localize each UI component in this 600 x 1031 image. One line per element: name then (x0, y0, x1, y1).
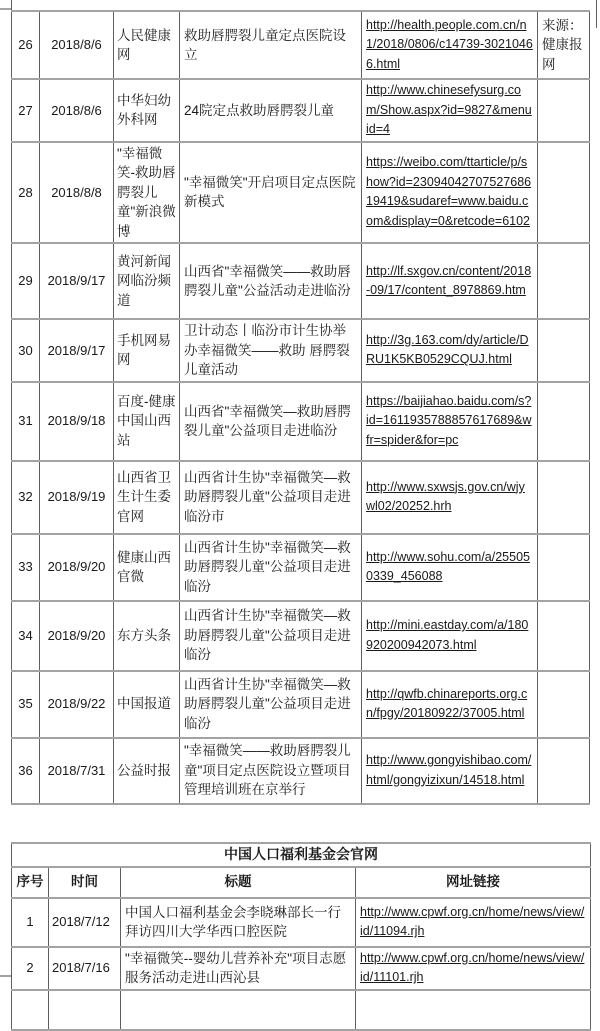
source-note-cell (538, 738, 590, 804)
title-cell: 救助唇腭裂儿童定点医院设立 (180, 11, 362, 79)
media-name-cell: 手机网易网 (114, 319, 180, 382)
table-row (12, 534, 590, 601)
title-cell: 24院定点救助唇腭裂儿童 (180, 79, 362, 142)
row-index-cell: 26 (12, 11, 40, 79)
table-row (12, 461, 590, 534)
media-name-cell: 中国报道 (114, 671, 180, 738)
url-cell (362, 243, 538, 319)
date-cell: 2018/7/31 (40, 738, 114, 804)
media-name-cell: 中华妇幼外科网 (114, 79, 180, 142)
url-cell (356, 947, 591, 990)
article-link[interactable]: https://weibo.com/ttarticle/p/show?id=2309404270752768619419&sudaref=www.baidu.com&display=0&retcode=6102 (366, 155, 532, 228)
header-url-link: 网址链接 (356, 867, 591, 898)
row-index-cell: 1 (12, 898, 49, 947)
article-link[interactable]: http://mini.eastday.com/a/180920200942073.html (366, 618, 529, 652)
date-cell: 2018/9/17 (40, 243, 114, 319)
partial-next-row (12, 990, 591, 1030)
source-note-cell (538, 319, 590, 382)
title-cell: 卫计动态丨临汾市计生协举办幸福微笑——救助 唇腭裂儿童活动 (180, 319, 362, 382)
date-cell: 2018/7/16 (49, 947, 121, 990)
row-index-cell: 32 (12, 461, 40, 534)
date-cell: 2018/8/6 (40, 11, 114, 79)
media-name-cell: 山西省卫生计生委官网 (114, 461, 180, 534)
source-note-cell (538, 461, 590, 534)
title-cell: 山西省计生协"幸福微笑—救助唇腭裂儿童"公益项目走进临汾 (180, 671, 362, 738)
crop-artifact-line (11, 0, 12, 10)
source-note-cell (538, 671, 590, 738)
row-index-cell: 30 (12, 319, 40, 382)
title-cell: 山西省"幸福微笑—救助唇腭裂儿童"公益项目走进临汾 (180, 382, 362, 461)
row-index-cell: 35 (12, 671, 40, 738)
media-name-cell: 黄河新闻网临汾频道 (114, 243, 180, 319)
article-link[interactable]: http://lf.sxgov.cn/content/2018-09/17/content_8978869.htm (366, 263, 532, 297)
source-note-cell (538, 243, 590, 319)
article-link[interactable]: http://qwfb.chinareports.org.cn/fpgy/20180922/37005.html (366, 686, 528, 720)
url-cell (362, 601, 538, 671)
date-cell: 2018/9/20 (40, 534, 114, 601)
media-name-cell: 公益时报 (114, 738, 180, 804)
empty-cell (49, 990, 121, 1030)
url-cell (362, 534, 538, 601)
url-cell (362, 319, 538, 382)
header-serial-number: 序号 (12, 867, 49, 898)
table-row (12, 947, 591, 990)
cpwf-official-site-table (11, 842, 591, 1031)
source-note-cell (538, 601, 590, 671)
table-header-row (12, 867, 591, 898)
table-row (12, 79, 590, 142)
table-row (12, 11, 590, 79)
date-cell: 2018/7/12 (49, 898, 121, 947)
media-name-cell: "幸福微笑-救助唇腭裂儿童"新浪微博 (114, 142, 180, 244)
media-name-cell: 东方头条 (114, 601, 180, 671)
source-note-cell (538, 79, 590, 142)
table-row (12, 382, 590, 461)
title-cell: 山西省计生协"幸福微笑—救助唇腭裂儿童"公益项目走进临汾 (180, 601, 362, 671)
article-link[interactable]: http://3g.163.com/dy/article/DRU1K5KB0529CQUJ.html (366, 332, 529, 367)
url-cell (362, 142, 538, 244)
title-cell: 山西省"幸福微笑——救助唇腭裂儿童"公益活动走进临汾 (180, 243, 362, 319)
url-cell (362, 671, 538, 738)
article-link[interactable]: http://health.people.com.cn/n1/2018/0806/c14739-30210466.html (366, 17, 533, 71)
table-row (12, 738, 590, 804)
media-coverage-table (11, 10, 590, 805)
date-cell: 2018/9/20 (40, 601, 114, 671)
media-name-cell: 百度-健康中国山西站 (114, 382, 180, 461)
source-note-cell (538, 142, 590, 244)
row-index-cell: 34 (12, 601, 40, 671)
table-row (12, 671, 590, 738)
article-link[interactable]: http://www.sxwsjs.gov.cn/wjywl02/20252.hrh (366, 479, 525, 513)
article-link[interactable]: http://www.cpwf.org.cn/home/news/view/id/11094.rjh (360, 904, 585, 938)
title-cell: 山西省计生协"幸福微笑—救助唇腭裂儿童"公益项目走进临汾市 (180, 461, 362, 534)
empty-cell (121, 990, 356, 1030)
row-index-cell: 29 (12, 243, 40, 319)
article-link[interactable]: http://www.chinesefysurg.com/Show.aspx?id=9827&menuid=4 (366, 83, 532, 136)
table-row (12, 898, 591, 947)
date-cell: 2018/9/22 (40, 671, 114, 738)
source-note-cell (538, 382, 590, 461)
crop-artifact-line (596, 0, 597, 28)
table-row (12, 319, 590, 382)
row-index-cell: 33 (12, 534, 40, 601)
article-link[interactable]: http://www.gongyishibao.com/html/gongyizixun/14518.html (366, 753, 532, 787)
url-cell (362, 738, 538, 804)
article-link[interactable]: http://www.sohu.com/a/255050339_456088 (366, 549, 530, 583)
article-link[interactable]: https://baijiahao.baidu.com/s?id=1611935788857617689&wfr=spider&for=pc (366, 393, 532, 447)
url-cell (362, 79, 538, 142)
row-index-cell: 31 (12, 382, 40, 461)
crop-artifact-line (0, 975, 11, 977)
table-title-row (12, 843, 591, 867)
header-time: 时间 (49, 867, 121, 898)
date-cell: 2018/9/17 (40, 319, 114, 382)
url-cell (362, 11, 538, 79)
row-index-cell: 27 (12, 79, 40, 142)
source-note-cell: 来源：健康报网 (538, 11, 590, 79)
url-cell (362, 461, 538, 534)
empty-cell (12, 990, 49, 1030)
url-cell (356, 898, 591, 947)
media-name-cell: 人民健康网 (114, 11, 180, 79)
title-cell: "幸福微笑——救助唇腭裂儿童"项目定点医院设立暨项目管理培训班在京举行 (180, 738, 362, 804)
empty-cell (356, 990, 591, 1030)
header-title: 标题 (121, 867, 356, 898)
row-index-cell: 36 (12, 738, 40, 804)
table-row (12, 243, 590, 319)
table-row (12, 142, 590, 244)
table-title: 中国人口福利基金会官网 (12, 843, 591, 867)
date-cell: 2018/9/18 (40, 382, 114, 461)
date-cell: 2018/8/6 (40, 79, 114, 142)
url-cell (362, 382, 538, 461)
row-index-cell: 28 (12, 142, 40, 244)
date-cell: 2018/9/19 (40, 461, 114, 534)
article-link[interactable]: http://www.cpwf.org.cn/home/news/view/id/11101.rjh (360, 950, 585, 984)
title-cell: "幸福微笑"开启项目定点医院新模式 (180, 142, 362, 244)
title-cell: "幸福微笑--婴幼儿营养补充"项目志愿服务活动走进山西沁县 (121, 947, 356, 990)
title-cell: 山西省计生协"幸福微笑—救助唇腭裂儿童"公益项目走进临汾 (180, 534, 362, 601)
source-note-cell (538, 534, 590, 601)
media-name-cell: 健康山西官微 (114, 534, 180, 601)
crop-artifact-line (0, 8, 11, 10)
table-row (12, 601, 590, 671)
row-index-cell: 2 (12, 947, 49, 990)
date-cell: 2018/8/8 (40, 142, 114, 244)
title-cell: 中国人口福利基金会李晓琳部长一行拜访四川大学华西口腔医院 (121, 898, 356, 947)
